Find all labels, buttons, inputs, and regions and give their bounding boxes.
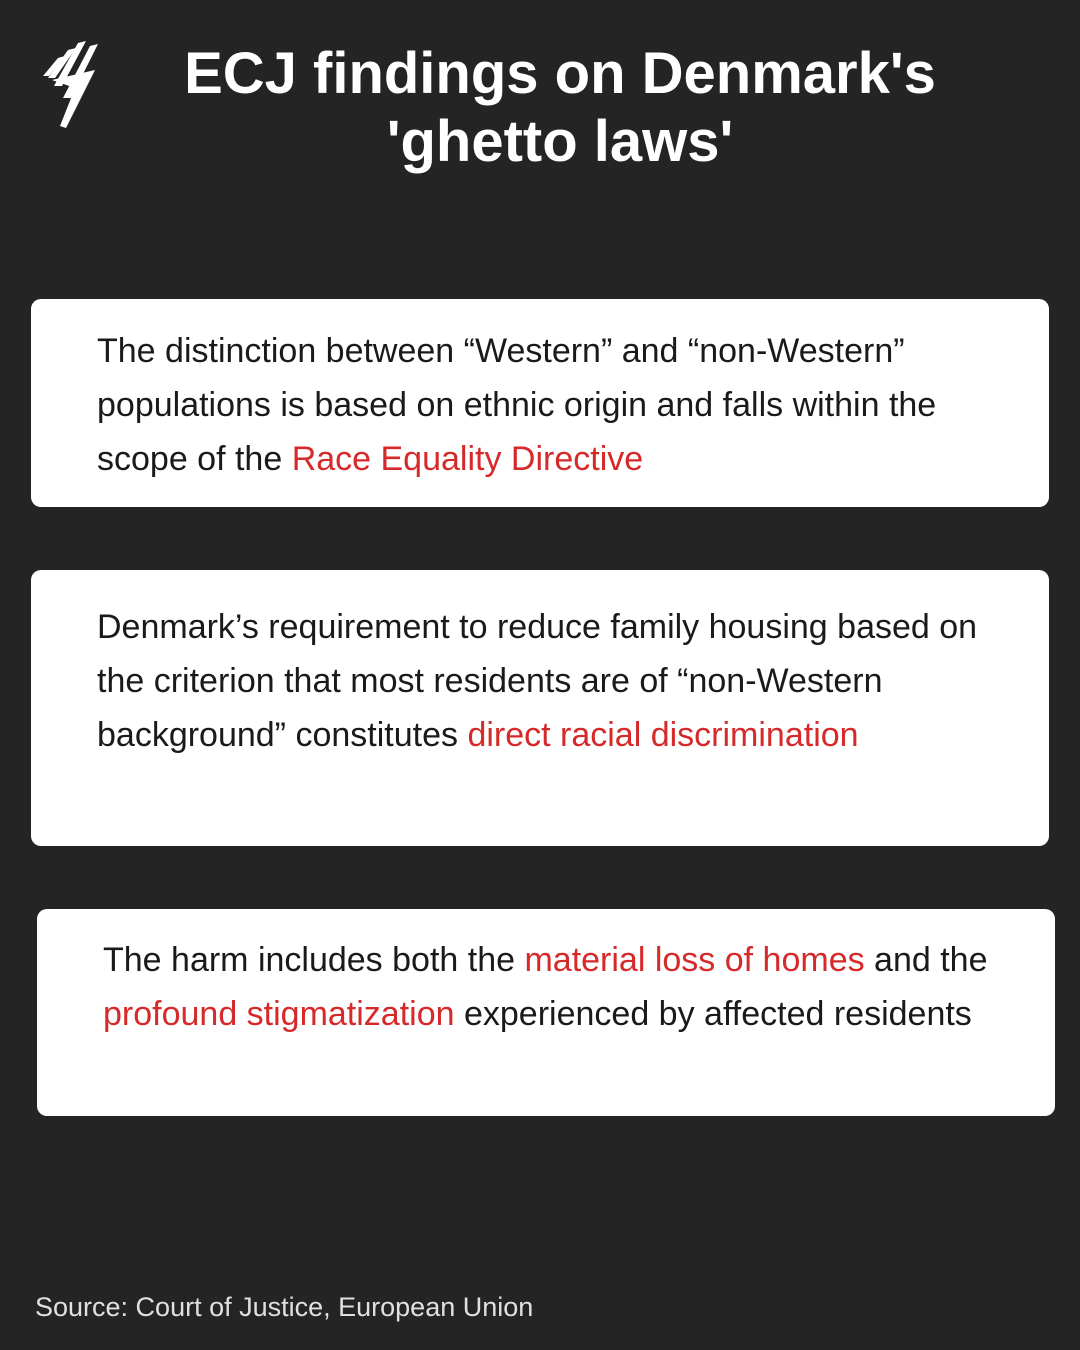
- finding-1-highlight: Race Equality Directive: [291, 440, 644, 478]
- finding-3-highlight-2: profound stigmatization: [103, 995, 455, 1033]
- finding-3-text-before: The harm includes both the: [103, 941, 525, 979]
- finding-3-text-middle: and the: [864, 941, 988, 979]
- page-title: [110, 40, 1010, 176]
- finding-card-1: [31, 299, 1049, 507]
- sbs-news-logo-icon: [38, 40, 102, 130]
- finding-card-2: [31, 570, 1049, 846]
- finding-2-highlight: direct racial discrimination: [467, 716, 859, 754]
- title-line-2: 'ghetto laws': [386, 109, 734, 174]
- finding-text-3: [103, 933, 995, 1041]
- finding-text-2: [97, 600, 989, 762]
- finding-1-text: The distinction between “Western” and “non-Western” populations is based on ethnic origin and falls within the scope of the: [97, 332, 937, 478]
- title-line-1: ECJ findings on Denmark's: [184, 41, 936, 106]
- finding-2-text: Denmark’s requirement to reduce family housing based on the criterion that most residents are of “non-Western background” constitutes: [97, 608, 978, 754]
- source-caption: Source: Court of Justice, European Union: [35, 1292, 534, 1322]
- finding-3-text-after: experienced by affected residents: [454, 995, 972, 1033]
- finding-3-highlight-1: material loss of homes: [524, 941, 865, 979]
- finding-card-3: [37, 909, 1055, 1116]
- finding-text-1: [97, 324, 989, 486]
